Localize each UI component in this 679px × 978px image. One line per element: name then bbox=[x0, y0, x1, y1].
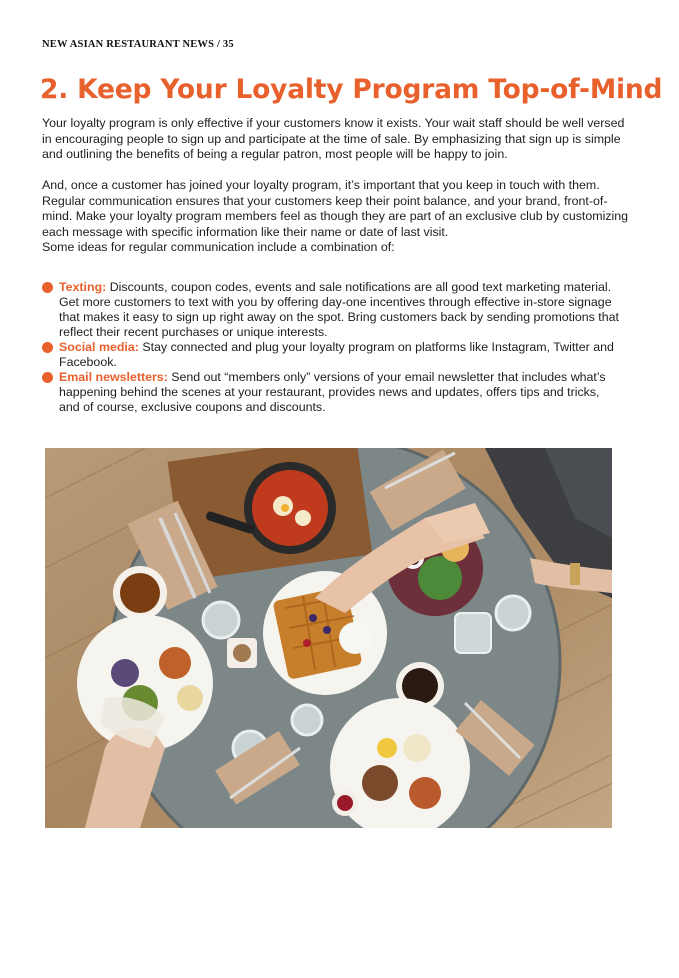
bullet-text: Discounts, coupon codes, events and sale notifications are all good text marketing material. Get more customers to text with you by offering day-one incentives through effective in-store signage that makes it easy to sign up right away on the spot. Bring customers back by sending promotions that reflect their recent purchases or unique interests. bbox=[59, 280, 619, 339]
bullet-label: Email newsletters: bbox=[59, 370, 168, 384]
paragraph-ideas-lead: Some ideas for regular communication include a combination of: bbox=[42, 240, 395, 254]
paragraph-intro: Your loyalty program is only effective if your customers know it exists. Your wait staff should be well versed in encouraging people to sign up and participate at the time of sale. By emphasizing that sign up is simple and outlining the benefits of being a regular patron, most people will be happy to join. bbox=[42, 116, 625, 161]
bullet-dot-icon bbox=[42, 372, 53, 383]
list-item-email-newsletters bbox=[42, 370, 622, 415]
table-photo-illustration bbox=[45, 448, 612, 828]
running-header: NEW ASIAN RESTAURANT NEWS / 35 bbox=[42, 39, 234, 50]
list-item-texting bbox=[42, 280, 622, 340]
bullet-label: Social media: bbox=[59, 340, 139, 354]
bullet-dot-icon bbox=[42, 342, 53, 353]
bullet-text: Send out “members only” versions of your email newsletter that includes what’s happening behind the scenes at your restaurant, provides news and updates, offers tips and tricks, and of course, exclusive coupons and discounts. bbox=[59, 370, 606, 414]
bullet-label: Texting: bbox=[59, 280, 107, 294]
bullet-dot-icon bbox=[42, 282, 53, 293]
paragraph-communication: And, once a customer has joined your loyalty program, it’s important that you keep in touch with them. Regular communication ensures that your customers keep their point balance, and your brand, front-of-mind. Make your loyalty program members feel as though they are part of an exclusive club by customizing each message with specific information like their name or date of last visit. bbox=[42, 178, 629, 239]
section-title: 2. Keep Your Loyalty Program Top-of-Mind bbox=[40, 74, 663, 105]
bullet-text: Stay connected and plug your loyalty program on platforms like Instagram, Twitter and Facebook. bbox=[59, 340, 614, 369]
ideas-list bbox=[42, 280, 622, 415]
list-item-social-media bbox=[42, 340, 622, 370]
restaurant-table-photo bbox=[45, 448, 612, 828]
